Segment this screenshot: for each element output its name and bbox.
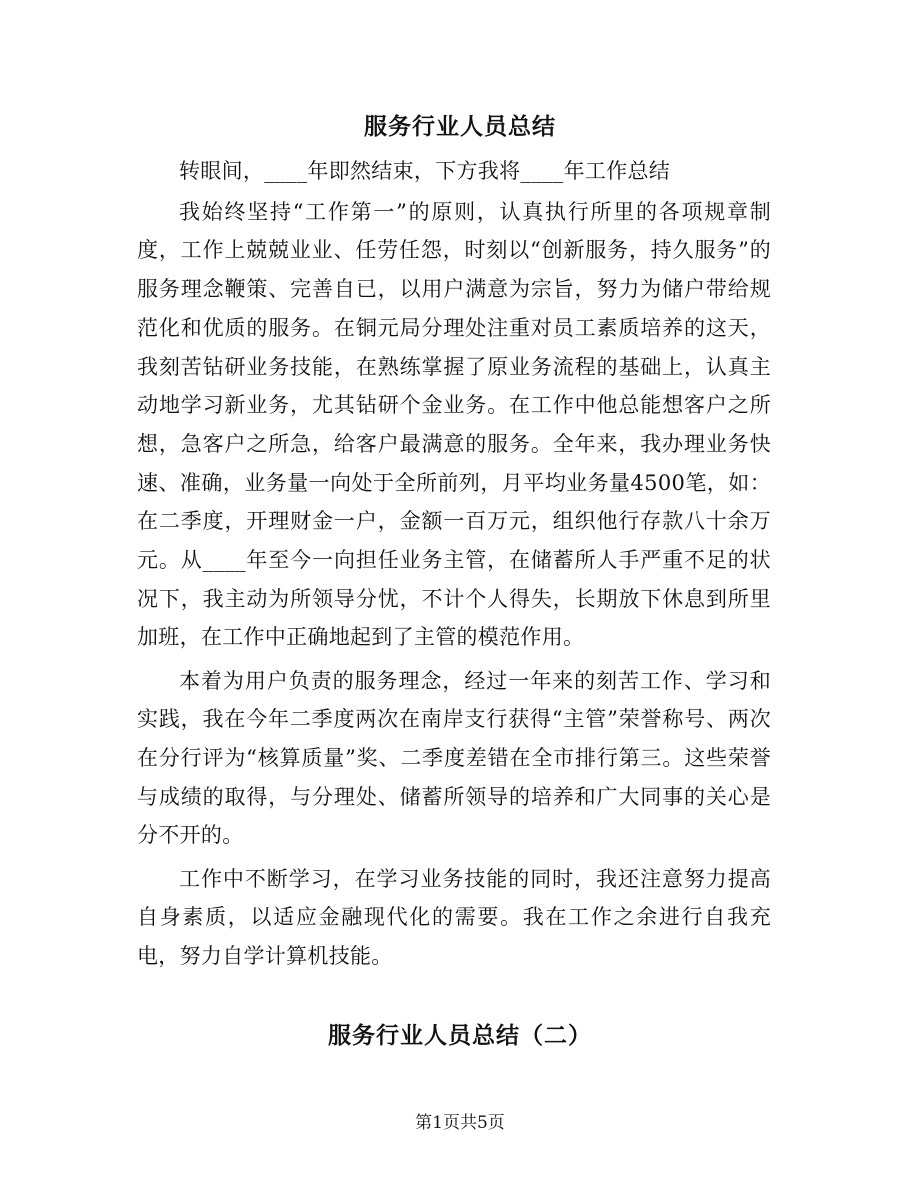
paragraph-3: 工作中不断学习，在学习业务技能的同时，我还注意努力提高自身素质，以适应金融现代化的需要。我在工作之余进行自我充电，努力自学计算机技能。 [137, 866, 771, 969]
paragraph-1: 我始终坚持“工作第一”的原则，认真执行所里的各项规章制度，工作上兢兢业业、任劳任怨，时刻以“创新服务，持久服务”的服务理念鞭策、完善自已，以用户满意为宗旨，努力为储户带给规范化和优质的服务。在铜元局分理处注重对员工素质培养的这天，我刻苦钻研业务技能，在熟练掌握了原业务流程的基础上，认真主动地学习新业务，尤其钻研个金业务。在工作中他总能想客户之所想，急客户之所急，给客户最满意的服务。全年来，我办理业务快速、准确，业务量一向处于全所前列，月平均业务量4500笔，如：在二季度，开理财金一户，金额一百万元，组织他行存款八十余万元。从____年至今一向担任业务主管，在储蓄所人手严重不足的状况下，我主动为所领导分忧，不计个人得失，长期放下休息到所里加班，在工作中正确地起到了主管的模范作用。 [137, 199, 771, 650]
paragraph-2: 本着为用户负责的服务理念，经过一年来的刻苦工作、学习和实践，我在今年二季度两次在南岸支行获得“主管”荣誉称号、两次在分行评为“核算质量”奖、二季度差错在全市排行第三。这些荣誉与成绩的取得，与分理处、储蓄所领导的培养和广大同事的关心是分不开的。 [137, 668, 771, 848]
section-2-title: 服务行业人员总结（二） [328, 1023, 592, 1049]
intro-line: 转眼间，____年即然结束，下方我将____年工作总结 [179, 159, 671, 183]
page-indicator: 第1页共5页 [415, 1113, 505, 1133]
document-body [137, 152, 771, 980]
document-title: 服务行业人员总结 [364, 114, 556, 140]
